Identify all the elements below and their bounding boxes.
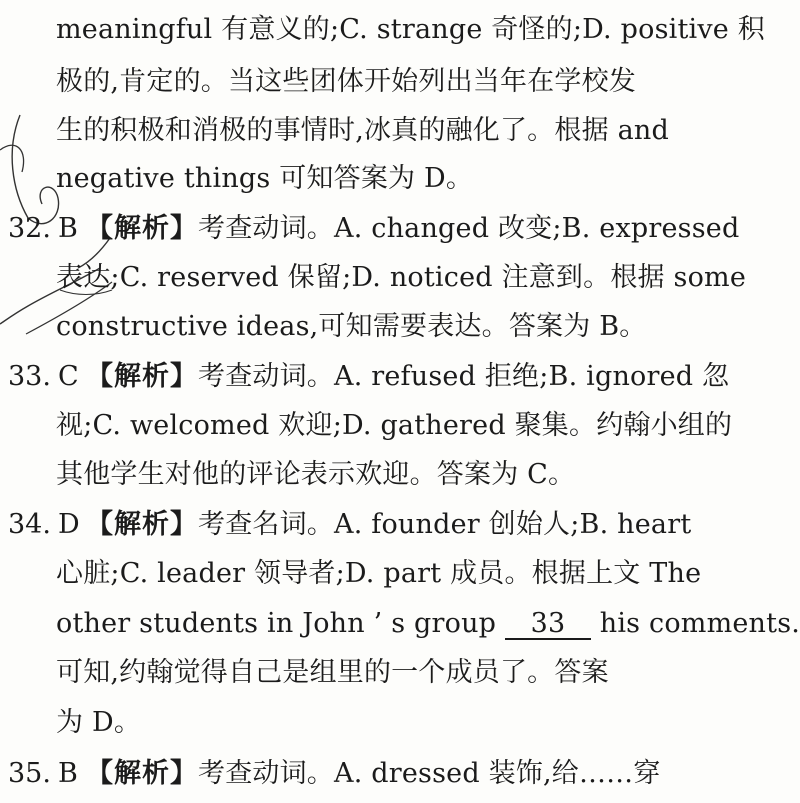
answer-item-32 (8, 212, 740, 246)
text-line: 极的,肯定的。当这些团体开始列出当年在学校发 (56, 66, 636, 97)
item-answer: C (58, 361, 79, 392)
answer-item-34 (8, 508, 719, 542)
text-line: 其他学生对他的评论表示欢迎。答案为 C。 (56, 459, 576, 490)
item-text: 考查动词。A. changed 改变;B. expressed (198, 213, 740, 244)
text-line: constructive ideas,可知需要表达。答案为 B。 (56, 311, 647, 342)
item-number: 34. (8, 509, 51, 540)
item-answer: B (58, 758, 79, 789)
text-line: 表达;C. reserved 保留;D. noticed 注意到。根据 some (56, 262, 746, 293)
text-line: 视;C. welcomed 欢迎;D. gathered 聚集。约翰小组的 (56, 410, 733, 441)
answer-item-35 (8, 757, 719, 791)
text-line: 可知,约翰觉得自己是组里的一个成员了。答案 (56, 657, 609, 688)
item-text: 考查名词。A. founder 创始人;B. heart (198, 509, 692, 540)
item-number: 35. (8, 758, 51, 789)
analysis-tag: 【解析】 (86, 509, 198, 540)
text-line: negative things 可知答案为 D。 (56, 163, 474, 194)
answer-item-33 (8, 360, 730, 394)
text-line: meaningful 有意义的;C. strange 奇怪的;D. positive 积 (56, 14, 765, 45)
fill-blank: 33 (505, 610, 591, 640)
item-number: 32. (8, 213, 51, 244)
text-line: 为 D。 (56, 707, 142, 738)
item-number: 33. (8, 361, 51, 392)
text-line: 心脏;C. leader 领导者;D. part 成员。根据上文 The (56, 558, 702, 589)
item-text: 考查动词。A. refused 拒绝;B. ignored 忽 (198, 361, 730, 392)
item-answer: B (58, 213, 79, 244)
text-line: 生的积极和消极的事情时,冰真的融化了。根据 and (56, 115, 669, 146)
item-text: 考查动词。A. dressed 装饰,给……穿 (198, 758, 661, 789)
item-answer: D (58, 509, 80, 540)
text-line-with-blank (56, 607, 800, 641)
analysis-tag: 【解析】 (86, 758, 198, 789)
blank-line-before: other students in John ’ s group (56, 608, 505, 639)
analysis-tag: 【解析】 (86, 213, 198, 244)
analysis-tag: 【解析】 (86, 361, 198, 392)
blank-line-after: his comments. (590, 608, 800, 639)
